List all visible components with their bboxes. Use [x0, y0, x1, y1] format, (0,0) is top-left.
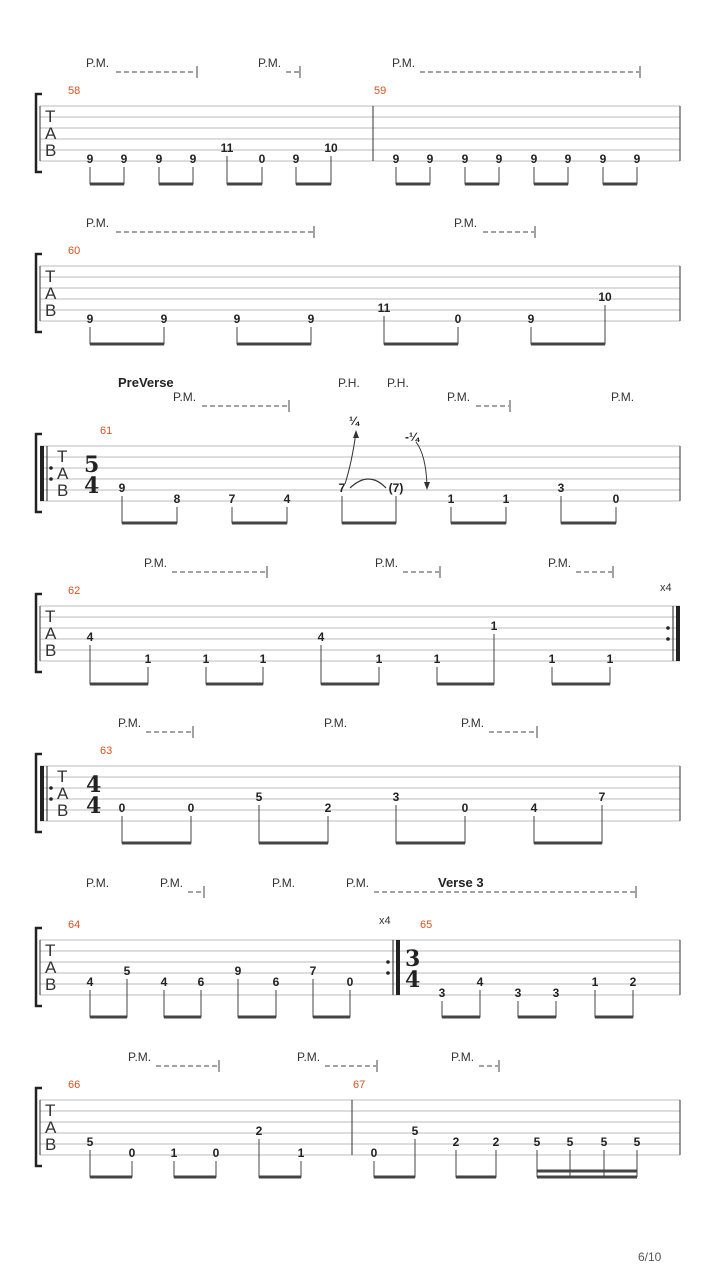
time-signature-top: 5: [84, 452, 100, 478]
palm-mute-marker: P.M.: [346, 876, 370, 890]
staff-lines: [40, 766, 680, 821]
tab-clef-a: A: [45, 284, 57, 303]
bar-number: 63: [100, 745, 113, 757]
page-number: 6/10: [638, 1250, 662, 1264]
fret-number: 9: [392, 152, 400, 166]
fret-number: 9: [426, 152, 434, 166]
tab-clef-a: A: [45, 958, 57, 977]
staff-lines: [40, 1100, 680, 1155]
fret-number: 9: [292, 152, 300, 166]
section-marker: Verse 3: [438, 875, 484, 890]
fret-number: 3: [438, 986, 446, 1000]
time-signature-bottom: 4: [84, 473, 100, 499]
fret-number: 4: [160, 975, 168, 989]
tab-clef-b: B: [45, 641, 57, 660]
bar-number: 59: [374, 85, 387, 97]
bar-number: 66: [68, 1079, 81, 1091]
repeat-start-barline: [40, 446, 44, 501]
palm-mute-marker: P.M.: [297, 1050, 321, 1064]
fret-number: 4: [317, 630, 325, 644]
tab-clef-t: T: [57, 447, 68, 466]
fret-number: 0: [187, 801, 195, 815]
fret-number: 0: [612, 492, 620, 506]
time-signature-bottom: 4: [86, 793, 102, 819]
fret-number: 9: [120, 152, 128, 166]
section-marker: PreVerse: [118, 375, 174, 390]
fret-number: 2: [492, 1135, 500, 1149]
fret-number: 5: [123, 964, 131, 978]
fret-number: 0: [118, 801, 126, 815]
note-beams: [122, 496, 616, 523]
palm-mute-marker: P.M.: [447, 390, 471, 404]
palm-mute-marker: P.M.: [258, 56, 282, 70]
note-beams: [90, 979, 633, 1017]
fret-number: 6: [197, 975, 205, 989]
fret-number: 1: [375, 652, 383, 666]
palm-mute-marker: P.M.: [86, 876, 110, 890]
staff-lines: [40, 940, 680, 995]
bar-number: 62: [68, 585, 81, 597]
fret-number: 9: [307, 312, 315, 326]
palm-mute-marker: P.M.: [118, 716, 142, 730]
fret-number: 9: [189, 152, 197, 166]
fret-number: 0: [461, 801, 469, 815]
fret-number: 9: [86, 152, 94, 166]
repeat-count: x4: [660, 582, 672, 594]
bar-number: 58: [68, 85, 81, 97]
fret-number: 4: [86, 630, 94, 644]
fret-number: 5: [86, 1135, 94, 1149]
fret-number: 0: [370, 1146, 378, 1160]
fret-number: 1: [433, 652, 441, 666]
fret-number: 0: [258, 152, 266, 166]
tab-clef-b: B: [57, 481, 69, 500]
system-2: [36, 216, 680, 344]
tab-clef-a: A: [45, 624, 57, 643]
bar-number: 67: [353, 1079, 366, 1091]
tab-clef-b: B: [45, 141, 57, 160]
fret-number: 2: [629, 975, 637, 989]
palm-mute-marker: P.M.: [144, 556, 168, 570]
fret-number: 9: [495, 152, 503, 166]
fret-number: 9: [234, 964, 242, 978]
palm-mute-marker: P.M.: [272, 876, 296, 890]
fret-number: 2: [255, 1124, 263, 1138]
fret-number: 4: [86, 975, 94, 989]
tab-clef-t: T: [45, 607, 56, 626]
fret-number: 1: [259, 652, 267, 666]
fret-number: 9: [233, 312, 241, 326]
palm-mute-marker: P.M.: [86, 56, 110, 70]
bar-number: 61: [100, 425, 113, 437]
fret-number: 9: [599, 152, 607, 166]
repeat-dot: [666, 637, 670, 641]
tab-clef-t: T: [45, 941, 56, 960]
fret-number: 7: [228, 492, 236, 506]
palm-mute-marker: P.M.: [173, 390, 197, 404]
pinch-harmonic-marker: P.H.: [387, 376, 409, 390]
fret-number: 4: [476, 975, 484, 989]
fret-number: 9: [564, 152, 572, 166]
fret-number: 5: [600, 1135, 608, 1149]
tab-clef-t: T: [57, 767, 68, 786]
bend-up-arrow: [345, 432, 356, 484]
fret-number: 2: [324, 801, 332, 815]
palm-mute-marker: P.M.: [611, 390, 635, 404]
staff-lines: [40, 106, 680, 161]
palm-mute-marker: P.M.: [86, 216, 110, 230]
fret-number: 9: [118, 481, 126, 495]
repeat-start-barline: [40, 766, 44, 821]
fret-number: 0: [128, 1146, 136, 1160]
fret-number: 7: [598, 790, 606, 804]
pinch-harmonic-marker: P.H.: [338, 376, 360, 390]
palm-mute-marker: P.M.: [454, 216, 478, 230]
fret-number: 9: [155, 152, 163, 166]
fret-number: 5: [255, 790, 263, 804]
staff-lines: [40, 446, 680, 501]
system-3: [36, 375, 680, 523]
time-signature-top: 3: [405, 946, 421, 972]
staff-lines: [40, 606, 680, 661]
fret-number: (7): [388, 481, 404, 495]
fret-number: 3: [557, 481, 565, 495]
tab-clef-a: A: [57, 464, 69, 483]
palm-mute-marker: P.M.: [461, 716, 485, 730]
fret-number: 5: [566, 1135, 574, 1149]
bar-number: 65: [420, 919, 433, 931]
palm-mute-marker: P.M.: [324, 716, 348, 730]
system-7: [36, 1050, 680, 1177]
tab-clef-t: T: [45, 1101, 56, 1120]
fret-number: 2: [452, 1135, 460, 1149]
note-beams: [90, 156, 637, 184]
tab-clef-t: T: [45, 267, 56, 286]
palm-mute-marker: P.M.: [160, 876, 184, 890]
bend-amount-minus-quarter: -¼: [405, 430, 420, 444]
fret-number: 1: [548, 652, 556, 666]
fret-number: 3: [392, 790, 400, 804]
tab-clef-b: B: [45, 1135, 57, 1154]
repeat-dot: [49, 477, 53, 481]
palm-mute-marker: P.M.: [375, 556, 399, 570]
fret-number: 0: [212, 1146, 220, 1160]
fret-number: 1: [490, 619, 498, 633]
tab-clef-a: A: [45, 1118, 57, 1137]
tab-clef-a: A: [45, 124, 57, 143]
fret-number: 9: [633, 152, 641, 166]
bend-amount-quarter: ¼: [349, 414, 360, 428]
palm-mute-marker: P.M.: [451, 1050, 475, 1064]
tab-clef-b: B: [45, 975, 57, 994]
fret-number: 6: [272, 975, 280, 989]
fret-number: 0: [346, 975, 354, 989]
repeat-dot: [386, 960, 390, 964]
time-signature-top: 4: [86, 772, 102, 798]
tab-clef-t: T: [45, 107, 56, 126]
fret-number: 1: [297, 1146, 305, 1160]
fret-number: 9: [527, 312, 535, 326]
fret-number: 11: [377, 301, 391, 315]
fret-number: 1: [447, 492, 455, 506]
repeat-dot: [666, 626, 670, 630]
fret-number: 5: [411, 1124, 419, 1138]
fret-number: 1: [144, 652, 152, 666]
fret-number: 1: [606, 652, 614, 666]
tab-clef-b: B: [57, 801, 69, 820]
fret-number: 8: [173, 492, 181, 506]
palm-mute-marker: P.M.: [548, 556, 572, 570]
fret-number: 0: [454, 312, 462, 326]
system-6: [36, 874, 680, 1017]
fret-number: 3: [552, 986, 560, 1000]
note-beams: [90, 634, 610, 684]
repeat-dot: [49, 466, 53, 470]
fret-number: 7: [338, 481, 346, 495]
bar-number: 60: [68, 245, 81, 257]
fret-number: 9: [160, 312, 168, 326]
fret-number: 1: [591, 975, 599, 989]
tab-clef-b: B: [45, 301, 57, 320]
staff-lines: [40, 266, 680, 321]
fret-number: 1: [502, 492, 510, 506]
fret-number: 7: [309, 964, 317, 978]
fret-number: 9: [461, 152, 469, 166]
palm-mute-marker: P.M.: [128, 1050, 152, 1064]
fret-number: 5: [633, 1135, 641, 1149]
bar-number: 64: [68, 919, 81, 931]
system-4: [36, 556, 680, 684]
fret-number: 1: [170, 1146, 178, 1160]
palm-mute-marker: P.M.: [392, 56, 416, 70]
repeat-dot: [386, 971, 390, 975]
system-5: [36, 716, 680, 843]
fret-number: 5: [533, 1135, 541, 1149]
fret-number: 10: [598, 290, 612, 304]
system-1: [36, 56, 680, 184]
fret-number: 9: [86, 312, 94, 326]
fret-number: 1: [202, 652, 210, 666]
time-signature-bottom: 4: [405, 967, 421, 993]
fret-number: 10: [324, 141, 338, 155]
tab-clef-a: A: [57, 784, 69, 803]
fret-number: 11: [220, 141, 234, 155]
repeat-count: x4: [379, 915, 391, 927]
fret-number: 9: [530, 152, 538, 166]
tie-slur: [350, 479, 386, 488]
fret-number: 3: [514, 986, 522, 1000]
fret-number: 4: [530, 801, 538, 815]
fret-number: 4: [283, 492, 291, 506]
